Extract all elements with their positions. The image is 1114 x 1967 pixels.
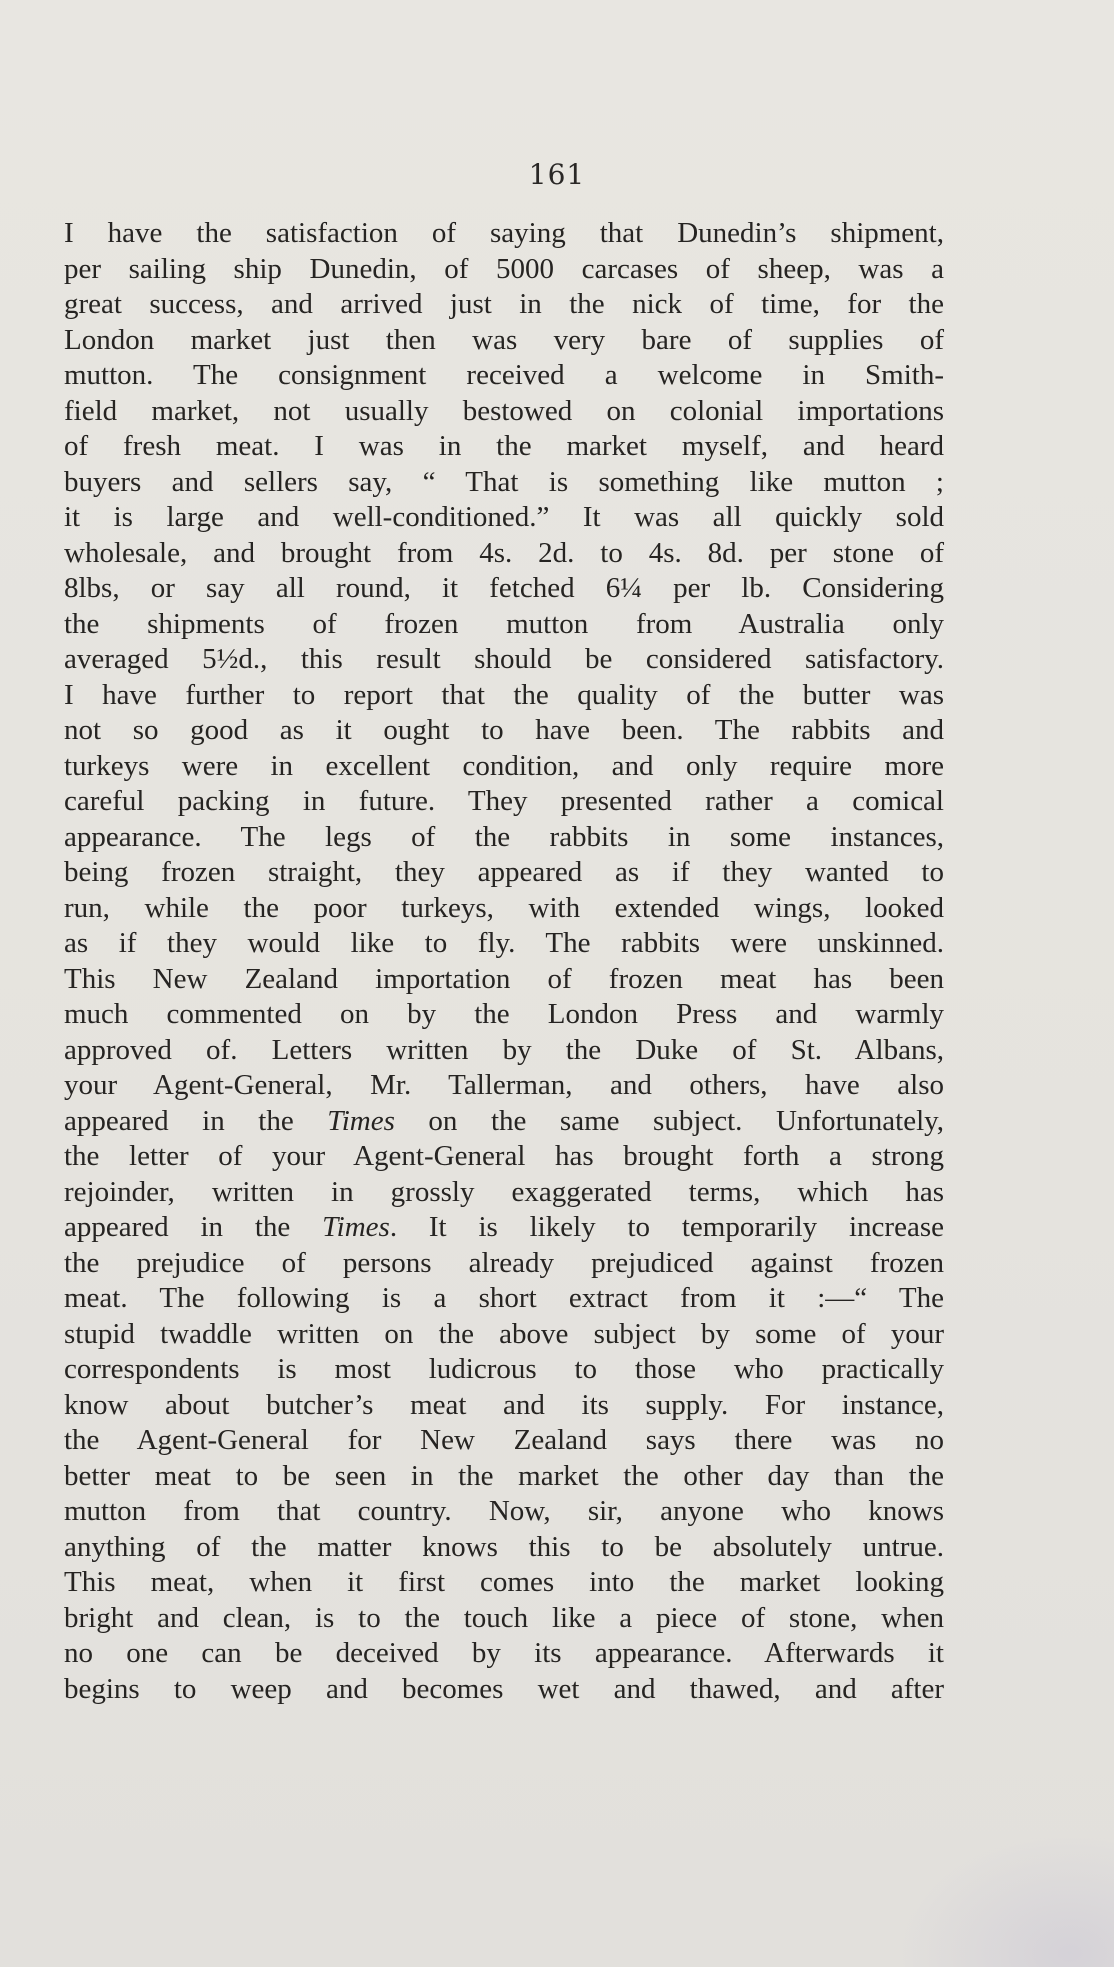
text-line: 8lbs, or say all round, it fetched 6¼ per lb. Considering (64, 572, 944, 604)
text-line: averaged 5½d., this result should be considered satisfactory. (64, 643, 944, 675)
text-line: anything of the matter knows this to be absolutely untrue. (64, 1530, 944, 1563)
paper-shading (894, 1827, 1114, 1967)
text-line: no one can be deceived by its appearance. Afterwards it (64, 1637, 944, 1669)
text-line: meat. The following is a short extract from it :—“ The (64, 1282, 944, 1314)
newspaper-title: Times (327, 1104, 395, 1137)
text-line: appeared in the Times. It is likely to temporarily increase (64, 1211, 944, 1243)
text-line: as if they would like to fly. The rabbits were unskinned. (64, 927, 944, 959)
text-line: I have further to report that the quality of the butter was (64, 678, 944, 711)
text-line: the prejudice of persons already prejudiced against frozen (64, 1246, 944, 1279)
text-line: London market just then was very bare of supplies of (64, 323, 944, 356)
text-line: appeared in the Times on the same subject. Unfortunately, (64, 1104, 944, 1137)
text-line: careful packing in future. They presented rather a comical (64, 785, 944, 817)
text-line: run, while the poor turkeys, with extended wings, looked (64, 891, 944, 924)
newspaper-title: Times (322, 1211, 390, 1243)
body-text (64, 216, 944, 1707)
text-line: mutton from that country. Now, sir, anyone who knows (64, 1495, 944, 1527)
text-line: better meat to be seen in the market the other day than the (64, 1459, 944, 1492)
text-line: field market, not usually bestowed on colonial importations (64, 394, 944, 427)
text-line: great success, and arrived just in the nick of time, for the (64, 288, 944, 320)
text-line: the shipments of frozen mutton from Australia only (64, 607, 944, 640)
text-line: buyers and sellers say, “ That is something like mutton ; (64, 465, 944, 498)
text-line: know about butcher’s meat and its supply. For instance, (64, 1388, 944, 1421)
text-line: stupid twaddle written on the above subject by some of your (64, 1317, 944, 1350)
text-line: of fresh meat. I was in the market myself, and heard (64, 430, 944, 462)
text-line: the letter of your Agent-General has brought forth a strong (64, 1140, 944, 1172)
text-line: being frozen straight, they appeared as if they wanted to (64, 856, 944, 888)
text-line: appearance. The legs of the rabbits in some instances, (64, 820, 944, 853)
text-line: begins to weep and becomes wet and thawed, and after (64, 1672, 944, 1705)
text-line: it is large and well-conditioned.” It was all quickly sold (64, 501, 944, 533)
text-line: I have the satisfaction of saying that Dunedin’s shipment, (64, 217, 944, 249)
text-line: This meat, when it first comes into the market looking (64, 1566, 944, 1598)
text-line: not so good as it ought to have been. The rabbits and (64, 714, 944, 746)
text-line: This New Zealand importation of frozen meat has been (64, 962, 944, 995)
text-line: the Agent-General for New Zealand says there was no (64, 1424, 944, 1456)
text-line: per sailing ship Dunedin, of 5000 carcases of sheep, was a (64, 252, 944, 285)
text-line: bright and clean, is to the touch like a piece of stone, when (64, 1601, 944, 1634)
text-line: correspondents is most ludicrous to those who practically (64, 1353, 944, 1385)
text-line: mutton. The consignment received a welcome in Smith- (64, 359, 944, 391)
page-number: 161 (528, 158, 586, 191)
text-line: turkeys were in excellent condition, and only require more (64, 749, 944, 782)
text-line: wholesale, and brought from 4s. 2d. to 4s. 8d. per stone of (64, 536, 944, 569)
text-line: approved of. Letters written by the Duke of St. Albans, (64, 1033, 944, 1066)
text-line: your Agent-General, Mr. Tallerman, and others, have also (64, 1069, 944, 1101)
text-line: much commented on by the London Press and warmly (64, 998, 944, 1030)
text-line: rejoinder, written in grossly exaggerated terms, which has (64, 1175, 944, 1208)
